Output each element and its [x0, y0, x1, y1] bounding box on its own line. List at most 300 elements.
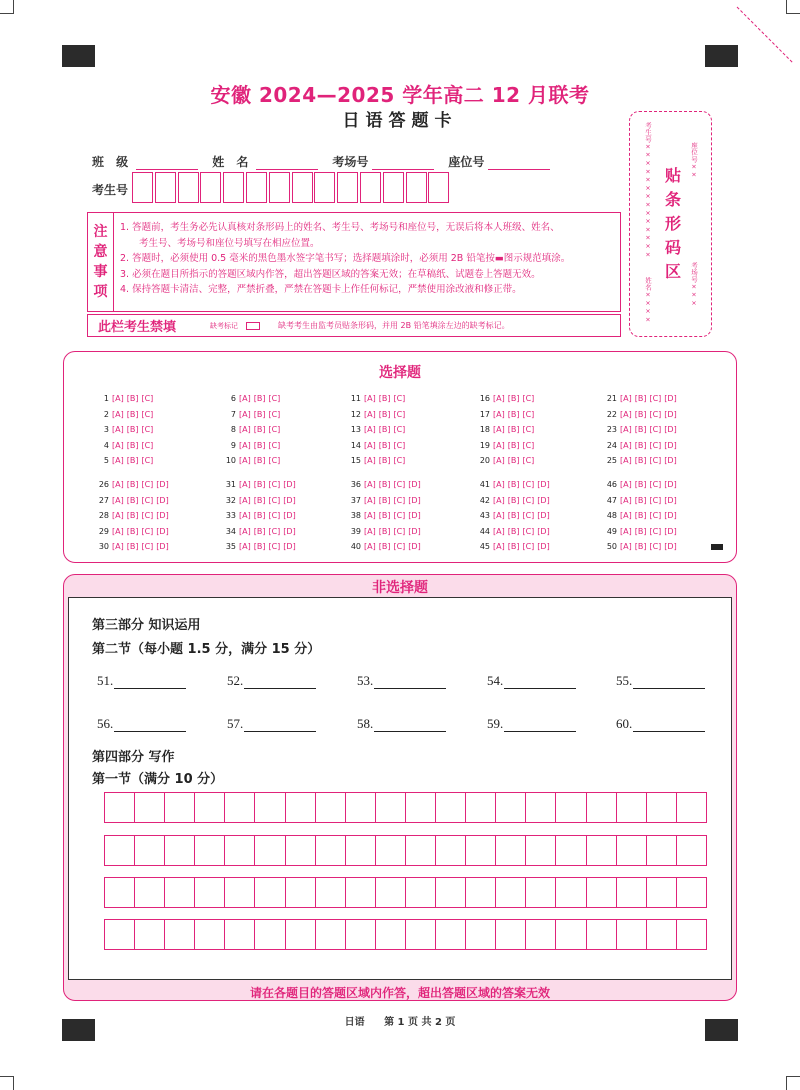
choice-option-bubble[interactable]: [D]: [156, 511, 169, 520]
choice-option-bubble[interactable]: [C]: [268, 394, 281, 403]
choice-option-bubble[interactable]: [A]: [364, 511, 376, 520]
choice-option-bubble[interactable]: [A]: [620, 410, 632, 419]
writing-grid-cell[interactable]: [346, 792, 376, 823]
choice-option-bubble[interactable]: [B]: [253, 480, 266, 489]
choice-option-bubble[interactable]: [D]: [537, 496, 550, 505]
writing-grid-cell[interactable]: [526, 919, 556, 950]
choice-option-bubble[interactable]: [C]: [141, 394, 154, 403]
fill-blank[interactable]: [97, 673, 186, 689]
student-id-box[interactable]: [223, 172, 244, 203]
absent-mark-box[interactable]: [246, 322, 260, 330]
choice-option-bubble[interactable]: [A]: [620, 394, 632, 403]
choice-option-bubble[interactable]: [A]: [620, 542, 632, 551]
writing-grid-cell[interactable]: [587, 835, 617, 866]
choice-option-bubble[interactable]: [C]: [141, 410, 154, 419]
writing-grid-cell[interactable]: [255, 877, 285, 908]
choice-option-bubble[interactable]: [C]: [522, 480, 535, 489]
choice-option-bubble[interactable]: [C]: [393, 456, 406, 465]
choice-option-bubble[interactable]: [D]: [664, 425, 677, 434]
choice-option-bubble[interactable]: [D]: [537, 527, 550, 536]
writing-grid-cell[interactable]: [647, 877, 677, 908]
writing-grid-cell[interactable]: [587, 877, 617, 908]
choice-option-bubble[interactable]: [B]: [253, 527, 266, 536]
writing-grid-cell[interactable]: [466, 919, 496, 950]
choice-option-bubble[interactable]: [D]: [664, 542, 677, 551]
writing-grid-cell[interactable]: [556, 835, 586, 866]
fill-blank[interactable]: [357, 716, 446, 732]
choice-option-bubble[interactable]: [B]: [378, 480, 391, 489]
choice-option-bubble[interactable]: [B]: [253, 496, 266, 505]
writing-grid-cell[interactable]: [526, 835, 556, 866]
writing-grid-cell[interactable]: [436, 877, 466, 908]
choice-option-bubble[interactable]: [A]: [493, 542, 505, 551]
choice-option-bubble[interactable]: [B]: [634, 542, 647, 551]
choice-option-bubble[interactable]: [A]: [364, 542, 376, 551]
choice-option-bubble[interactable]: [A]: [364, 425, 376, 434]
choice-option-bubble[interactable]: [C]: [141, 542, 154, 551]
writing-grid-cell[interactable]: [677, 835, 707, 866]
choice-option-bubble[interactable]: [D]: [664, 511, 677, 520]
choice-option-bubble[interactable]: [C]: [393, 394, 406, 403]
choice-option-bubble[interactable]: [C]: [649, 394, 662, 403]
choice-option-bubble[interactable]: [C]: [268, 480, 281, 489]
writing-grid-cell[interactable]: [406, 877, 436, 908]
choice-option-bubble[interactable]: [A]: [493, 527, 505, 536]
choice-option-bubble[interactable]: [C]: [649, 480, 662, 489]
choice-option-bubble[interactable]: [C]: [268, 527, 281, 536]
choice-option-bubble[interactable]: [B]: [378, 410, 391, 419]
choice-option-bubble[interactable]: [A]: [112, 496, 124, 505]
writing-grid-cell[interactable]: [286, 919, 316, 950]
writing-grid-cell[interactable]: [105, 835, 135, 866]
writing-grid-cell[interactable]: [587, 919, 617, 950]
choice-option-bubble[interactable]: [B]: [507, 527, 520, 536]
choice-option-bubble[interactable]: [B]: [378, 394, 391, 403]
choice-option-bubble[interactable]: [A]: [620, 456, 632, 465]
fill-blank[interactable]: [357, 673, 446, 689]
choice-option-bubble[interactable]: [C]: [141, 527, 154, 536]
choice-option-bubble[interactable]: [C]: [522, 441, 535, 450]
student-id-box[interactable]: [406, 172, 427, 203]
choice-option-bubble[interactable]: [B]: [507, 410, 520, 419]
blank-line[interactable]: [114, 677, 186, 689]
choice-option-bubble[interactable]: [A]: [493, 480, 505, 489]
choice-option-bubble[interactable]: [C]: [393, 441, 406, 450]
writing-grid-cell[interactable]: [496, 877, 526, 908]
fill-blank[interactable]: [97, 716, 186, 732]
choice-option-bubble[interactable]: [C]: [649, 496, 662, 505]
choice-option-bubble[interactable]: [D]: [664, 527, 677, 536]
writing-grid-cell[interactable]: [135, 792, 165, 823]
writing-grid-cell[interactable]: [165, 792, 195, 823]
choice-option-bubble[interactable]: [C]: [649, 410, 662, 419]
writing-grid-cell[interactable]: [165, 919, 195, 950]
choice-option-bubble[interactable]: [A]: [239, 527, 251, 536]
writing-grid-cell[interactable]: [406, 792, 436, 823]
choice-option-bubble[interactable]: [B]: [126, 480, 139, 489]
student-id-box[interactable]: [383, 172, 404, 203]
choice-option-bubble[interactable]: [A]: [112, 425, 124, 434]
choice-option-bubble[interactable]: [D]: [283, 511, 296, 520]
writing-grid-cell[interactable]: [406, 919, 436, 950]
fill-blank[interactable]: [227, 716, 316, 732]
choice-option-bubble[interactable]: [C]: [522, 456, 535, 465]
name-line[interactable]: [256, 158, 318, 170]
choice-option-bubble[interactable]: [A]: [112, 527, 124, 536]
writing-grid-cell[interactable]: [376, 792, 406, 823]
choice-option-bubble[interactable]: [C]: [268, 441, 281, 450]
student-id-box[interactable]: [132, 172, 153, 203]
choice-option-bubble[interactable]: [A]: [239, 456, 251, 465]
writing-grid-cell[interactable]: [165, 877, 195, 908]
writing-grid-cell[interactable]: [466, 792, 496, 823]
choice-option-bubble[interactable]: [D]: [664, 394, 677, 403]
choice-option-bubble[interactable]: [A]: [239, 511, 251, 520]
choice-option-bubble[interactable]: [C]: [522, 496, 535, 505]
choice-option-bubble[interactable]: [B]: [126, 456, 139, 465]
fill-blank[interactable]: [487, 716, 576, 732]
writing-grid-cell[interactable]: [677, 877, 707, 908]
choice-option-bubble[interactable]: [D]: [283, 496, 296, 505]
writing-grid-cell[interactable]: [195, 835, 225, 866]
writing-grid-cell[interactable]: [195, 919, 225, 950]
choice-option-bubble[interactable]: [A]: [112, 542, 124, 551]
choice-option-bubble[interactable]: [C]: [649, 456, 662, 465]
choice-option-bubble[interactable]: [A]: [239, 410, 251, 419]
choice-option-bubble[interactable]: [C]: [268, 410, 281, 419]
writing-grid-cell[interactable]: [255, 835, 285, 866]
choice-option-bubble[interactable]: [B]: [126, 527, 139, 536]
blank-line[interactable]: [374, 720, 446, 732]
choice-option-bubble[interactable]: [B]: [253, 456, 266, 465]
class-field[interactable]: [92, 153, 198, 170]
choice-option-bubble[interactable]: [A]: [493, 441, 505, 450]
writing-grid-cell[interactable]: [316, 877, 346, 908]
student-id-box[interactable]: [360, 172, 381, 203]
writing-grid-cell[interactable]: [286, 877, 316, 908]
choice-option-bubble[interactable]: [B]: [507, 456, 520, 465]
choice-option-bubble[interactable]: [D]: [537, 511, 550, 520]
choice-option-bubble[interactable]: [B]: [253, 394, 266, 403]
blank-line[interactable]: [114, 720, 186, 732]
choice-option-bubble[interactable]: [B]: [507, 441, 520, 450]
choice-option-bubble[interactable]: [C]: [141, 441, 154, 450]
choice-option-bubble[interactable]: [D]: [156, 496, 169, 505]
choice-option-bubble[interactable]: [A]: [364, 496, 376, 505]
choice-option-bubble[interactable]: [C]: [141, 456, 154, 465]
choice-option-bubble[interactable]: [D]: [283, 542, 296, 551]
student-id-box[interactable]: [200, 172, 221, 203]
room-line[interactable]: [372, 158, 434, 170]
writing-grid-cell[interactable]: [496, 835, 526, 866]
writing-grid-cell[interactable]: [135, 877, 165, 908]
choice-option-bubble[interactable]: [B]: [507, 394, 520, 403]
choice-option-bubble[interactable]: [D]: [156, 542, 169, 551]
choice-option-bubble[interactable]: [D]: [537, 480, 550, 489]
writing-grid-cell[interactable]: [346, 835, 376, 866]
choice-option-bubble[interactable]: [B]: [253, 542, 266, 551]
student-id-box[interactable]: [337, 172, 358, 203]
choice-option-bubble[interactable]: [C]: [649, 425, 662, 434]
choice-option-bubble[interactable]: [B]: [378, 456, 391, 465]
choice-option-bubble[interactable]: [A]: [620, 441, 632, 450]
choice-option-bubble[interactable]: [A]: [239, 425, 251, 434]
choice-option-bubble[interactable]: [B]: [634, 441, 647, 450]
choice-option-bubble[interactable]: [B]: [253, 441, 266, 450]
writing-grid-cell[interactable]: [556, 877, 586, 908]
choice-option-bubble[interactable]: [C]: [522, 542, 535, 551]
choice-option-bubble[interactable]: [B]: [634, 425, 647, 434]
writing-grid-cell[interactable]: [135, 835, 165, 866]
blank-line[interactable]: [633, 720, 705, 732]
choice-option-bubble[interactable]: [D]: [408, 511, 421, 520]
blank-line[interactable]: [504, 677, 576, 689]
writing-grid-cell[interactable]: [496, 792, 526, 823]
choice-option-bubble[interactable]: [A]: [493, 410, 505, 419]
writing-grid-cell[interactable]: [105, 919, 135, 950]
choice-option-bubble[interactable]: [B]: [507, 511, 520, 520]
choice-option-bubble[interactable]: [A]: [239, 441, 251, 450]
writing-grid-cell[interactable]: [225, 792, 255, 823]
choice-option-bubble[interactable]: [B]: [126, 496, 139, 505]
choice-option-bubble[interactable]: [B]: [126, 542, 139, 551]
choice-option-bubble[interactable]: [C]: [393, 527, 406, 536]
seat-field[interactable]: [448, 153, 550, 170]
choice-option-bubble[interactable]: [A]: [239, 394, 251, 403]
choice-option-bubble[interactable]: [C]: [522, 511, 535, 520]
writing-grid-cell[interactable]: [556, 919, 586, 950]
writing-grid-cell[interactable]: [647, 835, 677, 866]
writing-grid-cell[interactable]: [436, 835, 466, 866]
choice-option-bubble[interactable]: [A]: [620, 425, 632, 434]
student-id-box[interactable]: [292, 172, 313, 203]
choice-option-bubble[interactable]: [B]: [634, 511, 647, 520]
choice-option-bubble[interactable]: [B]: [634, 496, 647, 505]
choice-option-bubble[interactable]: [C]: [393, 480, 406, 489]
choice-option-bubble[interactable]: [D]: [283, 527, 296, 536]
writing-grid-cell[interactable]: [406, 835, 436, 866]
choice-option-bubble[interactable]: [C]: [141, 496, 154, 505]
choice-option-bubble[interactable]: [D]: [156, 527, 169, 536]
choice-option-bubble[interactable]: [C]: [522, 527, 535, 536]
choice-option-bubble[interactable]: [C]: [393, 511, 406, 520]
choice-option-bubble[interactable]: [A]: [112, 410, 124, 419]
writing-grid-cell[interactable]: [225, 835, 255, 866]
choice-option-bubble[interactable]: [B]: [126, 394, 139, 403]
writing-grid-cell[interactable]: [587, 792, 617, 823]
choice-option-bubble[interactable]: [C]: [522, 425, 535, 434]
choice-option-bubble[interactable]: [A]: [493, 394, 505, 403]
writing-grid-cell[interactable]: [165, 835, 195, 866]
writing-grid-cell[interactable]: [346, 919, 376, 950]
choice-option-bubble[interactable]: [C]: [268, 456, 281, 465]
choice-option-bubble[interactable]: [C]: [522, 394, 535, 403]
fill-blank[interactable]: [616, 673, 705, 689]
choice-option-bubble[interactable]: [B]: [507, 480, 520, 489]
writing-grid-cell[interactable]: [286, 792, 316, 823]
choice-option-bubble[interactable]: [C]: [268, 496, 281, 505]
writing-grid-cell[interactable]: [496, 919, 526, 950]
name-field[interactable]: [212, 153, 318, 170]
choice-option-bubble[interactable]: [C]: [141, 425, 154, 434]
choice-option-bubble[interactable]: [A]: [493, 511, 505, 520]
choice-option-bubble[interactable]: [B]: [378, 496, 391, 505]
choice-option-bubble[interactable]: [B]: [634, 410, 647, 419]
fill-blank[interactable]: [616, 716, 705, 732]
choice-option-bubble[interactable]: [A]: [112, 511, 124, 520]
writing-grid-cell[interactable]: [526, 792, 556, 823]
writing-grid-cell[interactable]: [556, 792, 586, 823]
writing-grid-cell[interactable]: [466, 877, 496, 908]
choice-option-bubble[interactable]: [A]: [112, 480, 124, 489]
choice-option-bubble[interactable]: [C]: [393, 425, 406, 434]
class-line[interactable]: [136, 158, 198, 170]
choice-option-bubble[interactable]: [C]: [268, 425, 281, 434]
blank-line[interactable]: [504, 720, 576, 732]
choice-option-bubble[interactable]: [D]: [537, 542, 550, 551]
choice-option-bubble[interactable]: [B]: [253, 425, 266, 434]
choice-option-bubble[interactable]: [D]: [156, 480, 169, 489]
choice-option-bubble[interactable]: [D]: [408, 527, 421, 536]
choice-option-bubble[interactable]: [B]: [253, 511, 266, 520]
choice-option-bubble[interactable]: [A]: [112, 441, 124, 450]
choice-option-bubble[interactable]: [B]: [378, 441, 391, 450]
blank-line[interactable]: [244, 720, 316, 732]
choice-option-bubble[interactable]: [D]: [283, 480, 296, 489]
choice-option-bubble[interactable]: [A]: [239, 496, 251, 505]
writing-grid-cell[interactable]: [225, 877, 255, 908]
writing-grid-cell[interactable]: [316, 792, 346, 823]
writing-grid-cell[interactable]: [105, 877, 135, 908]
writing-grid-cell[interactable]: [225, 919, 255, 950]
student-id-box[interactable]: [428, 172, 449, 203]
writing-grid-cell[interactable]: [376, 877, 406, 908]
choice-option-bubble[interactable]: [A]: [112, 456, 124, 465]
choice-option-bubble[interactable]: [B]: [378, 527, 391, 536]
student-id-box[interactable]: [269, 172, 290, 203]
choice-option-bubble[interactable]: [D]: [408, 480, 421, 489]
writing-grid-cell[interactable]: [526, 877, 556, 908]
choice-option-bubble[interactable]: [D]: [664, 480, 677, 489]
writing-grid-cell[interactable]: [436, 792, 466, 823]
choice-option-bubble[interactable]: [D]: [664, 410, 677, 419]
choice-option-bubble[interactable]: [B]: [507, 542, 520, 551]
writing-grid-cell[interactable]: [346, 877, 376, 908]
room-field[interactable]: [332, 153, 434, 170]
choice-option-bubble[interactable]: [A]: [239, 480, 251, 489]
blank-line[interactable]: [374, 677, 446, 689]
writing-grid-cell[interactable]: [466, 835, 496, 866]
writing-grid-cell[interactable]: [195, 792, 225, 823]
choice-option-bubble[interactable]: [C]: [268, 511, 281, 520]
choice-option-bubble[interactable]: [B]: [507, 425, 520, 434]
choice-option-bubble[interactable]: [C]: [141, 511, 154, 520]
choice-option-bubble[interactable]: [A]: [364, 480, 376, 489]
seat-line[interactable]: [488, 158, 550, 170]
choice-option-bubble[interactable]: [B]: [634, 480, 647, 489]
choice-option-bubble[interactable]: [A]: [239, 542, 251, 551]
choice-option-bubble[interactable]: [A]: [493, 425, 505, 434]
writing-grid-cell[interactable]: [376, 919, 406, 950]
choice-option-bubble[interactable]: [A]: [493, 496, 505, 505]
writing-grid-cell[interactable]: [677, 792, 707, 823]
choice-option-bubble[interactable]: [A]: [364, 394, 376, 403]
choice-option-bubble[interactable]: [B]: [634, 527, 647, 536]
blank-line[interactable]: [633, 677, 705, 689]
choice-option-bubble[interactable]: [B]: [378, 511, 391, 520]
writing-grid-cell[interactable]: [255, 919, 285, 950]
choice-option-bubble[interactable]: [C]: [393, 542, 406, 551]
choice-option-bubble[interactable]: [A]: [112, 394, 124, 403]
choice-option-bubble[interactable]: [B]: [126, 511, 139, 520]
choice-option-bubble[interactable]: [A]: [620, 527, 632, 536]
choice-option-bubble[interactable]: [D]: [408, 542, 421, 551]
fill-blank[interactable]: [227, 673, 316, 689]
writing-grid-cell[interactable]: [286, 835, 316, 866]
choice-option-bubble[interactable]: [D]: [664, 441, 677, 450]
choice-option-bubble[interactable]: [C]: [522, 410, 535, 419]
writing-grid-cell[interactable]: [316, 835, 346, 866]
choice-option-bubble[interactable]: [C]: [141, 480, 154, 489]
writing-grid-cell[interactable]: [316, 919, 346, 950]
choice-option-bubble[interactable]: [D]: [664, 456, 677, 465]
fill-blank[interactable]: [487, 673, 576, 689]
choice-option-bubble[interactable]: [B]: [634, 456, 647, 465]
choice-option-bubble[interactable]: [B]: [126, 425, 139, 434]
choice-option-bubble[interactable]: [C]: [649, 511, 662, 520]
writing-grid-cell[interactable]: [135, 919, 165, 950]
choice-option-bubble[interactable]: [C]: [268, 542, 281, 551]
choice-option-bubble[interactable]: [A]: [620, 480, 632, 489]
choice-option-bubble[interactable]: [D]: [408, 496, 421, 505]
writing-grid-cell[interactable]: [617, 792, 647, 823]
choice-option-bubble[interactable]: [B]: [507, 496, 520, 505]
choice-option-bubble[interactable]: [D]: [664, 496, 677, 505]
writing-grid-cell[interactable]: [677, 919, 707, 950]
choice-option-bubble[interactable]: [B]: [634, 394, 647, 403]
student-id-box[interactable]: [246, 172, 267, 203]
writing-grid-cell[interactable]: [436, 919, 466, 950]
choice-option-bubble[interactable]: [C]: [393, 496, 406, 505]
blank-line[interactable]: [244, 677, 316, 689]
choice-option-bubble[interactable]: [C]: [649, 527, 662, 536]
choice-option-bubble[interactable]: [A]: [364, 441, 376, 450]
choice-option-bubble[interactable]: [A]: [620, 496, 632, 505]
student-id-box[interactable]: [155, 172, 176, 203]
choice-option-bubble[interactable]: [B]: [378, 425, 391, 434]
choice-option-bubble[interactable]: [C]: [393, 410, 406, 419]
choice-option-bubble[interactable]: [A]: [620, 511, 632, 520]
writing-grid-cell[interactable]: [105, 792, 135, 823]
writing-grid-cell[interactable]: [617, 877, 647, 908]
writing-grid-cell[interactable]: [255, 792, 285, 823]
choice-option-bubble[interactable]: [A]: [493, 456, 505, 465]
choice-option-bubble[interactable]: [B]: [126, 441, 139, 450]
choice-option-bubble[interactable]: [A]: [364, 410, 376, 419]
writing-grid-cell[interactable]: [647, 792, 677, 823]
writing-grid-cell[interactable]: [617, 835, 647, 866]
choice-option-bubble[interactable]: [B]: [378, 542, 391, 551]
choice-option-bubble[interactable]: [A]: [364, 527, 376, 536]
writing-grid-cell[interactable]: [195, 877, 225, 908]
choice-option-bubble[interactable]: [B]: [126, 410, 139, 419]
choice-option-bubble[interactable]: [A]: [364, 456, 376, 465]
writing-grid-cell[interactable]: [617, 919, 647, 950]
choice-option-bubble[interactable]: [B]: [253, 410, 266, 419]
writing-grid-cell[interactable]: [376, 835, 406, 866]
choice-option-bubble[interactable]: [C]: [649, 542, 662, 551]
student-id-box[interactable]: [178, 172, 199, 203]
